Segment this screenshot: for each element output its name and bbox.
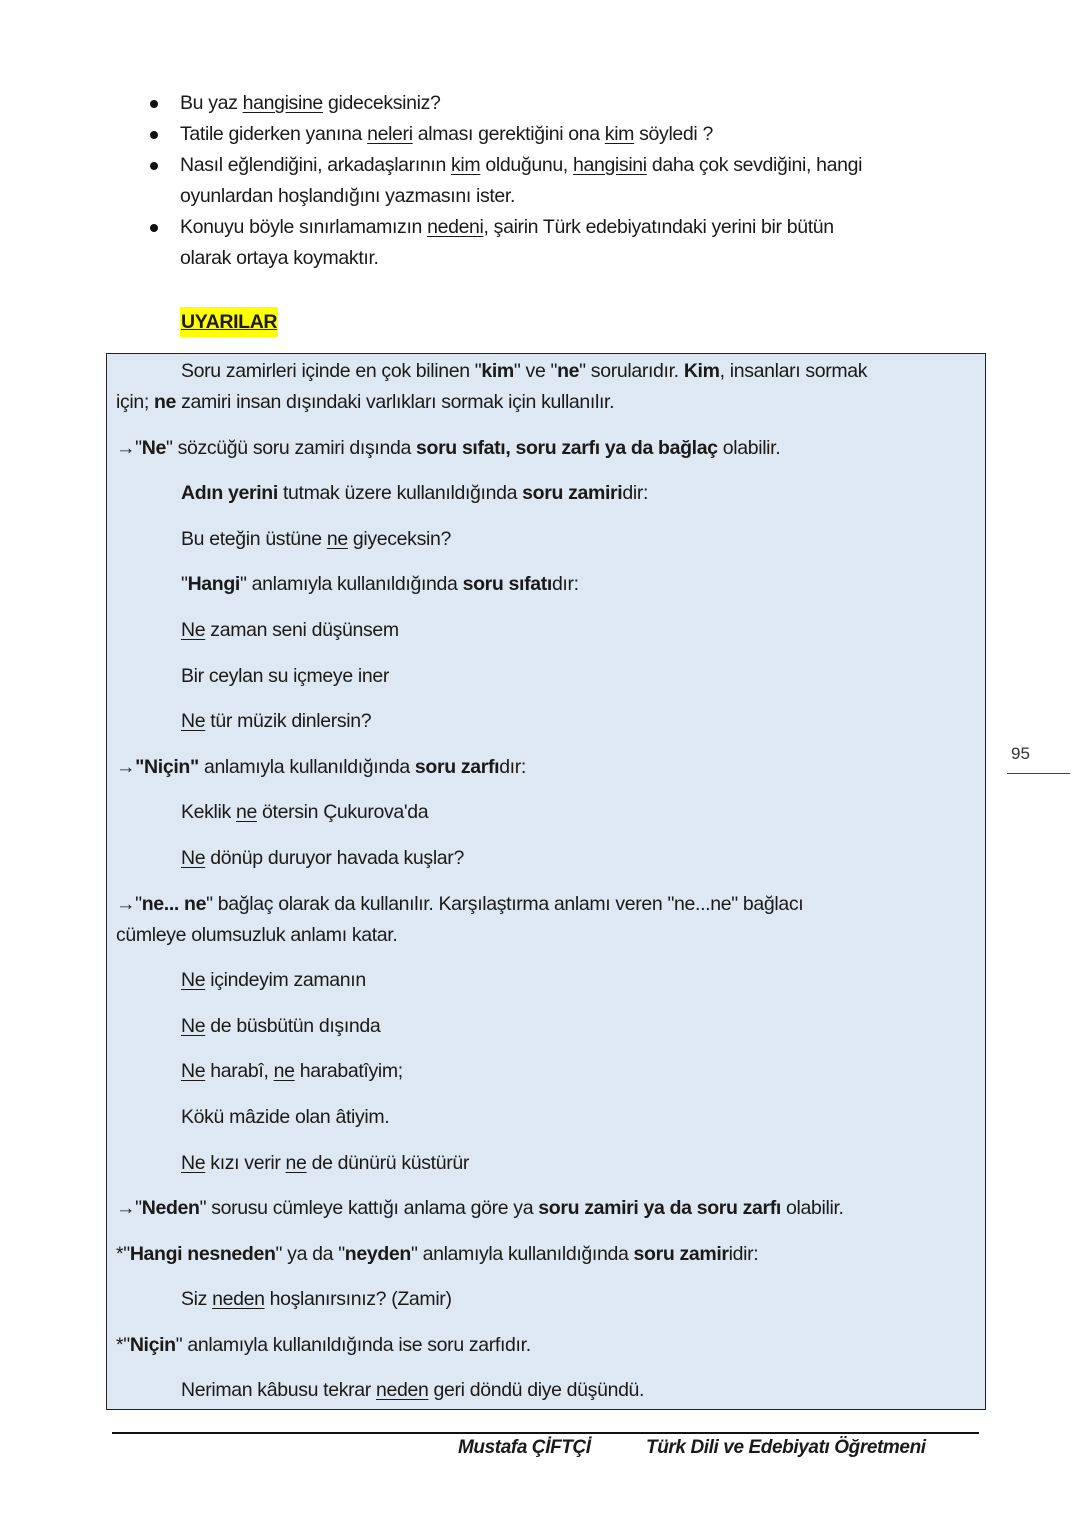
text-line bbox=[181, 478, 985, 509]
bold-term: ne bbox=[557, 360, 580, 382]
footer-rule bbox=[112, 1432, 979, 1434]
page-number-rule bbox=[1007, 773, 1070, 774]
paragraph bbox=[116, 356, 985, 418]
text-line bbox=[116, 752, 985, 783]
text-run: olabilir. bbox=[780, 1197, 844, 1220]
text-line bbox=[181, 965, 985, 996]
text-run: kızı verir bbox=[205, 1151, 286, 1174]
paragraph bbox=[116, 1193, 985, 1224]
text-run: tür müzik dinlersin? bbox=[205, 710, 372, 733]
text-line bbox=[181, 1011, 985, 1042]
paragraph bbox=[116, 797, 985, 828]
text-line bbox=[116, 1330, 985, 1361]
bold-term: Niçin bbox=[129, 1333, 176, 1356]
underlined-word: nedeni bbox=[427, 216, 484, 238]
text-run: Konuyu böyle sınırlamamızın bbox=[180, 216, 428, 238]
text-run: tutmak üzere kullanıldığında bbox=[277, 482, 523, 505]
text-line bbox=[181, 1375, 985, 1406]
bold-term: soru zamiri ya da soru zarfı bbox=[538, 1197, 781, 1220]
text-run: Keklik bbox=[181, 801, 236, 824]
underlined-word: hangisine bbox=[242, 92, 323, 114]
bold-term: soru sıfatı bbox=[462, 573, 552, 596]
text-run: Neriman kâbusu tekrar bbox=[181, 1379, 376, 1402]
text-run: Nasıl eğlendiğini, arkadaşlarının bbox=[180, 154, 452, 176]
underlined-word: Ne bbox=[181, 969, 206, 992]
text-run: " anlamıyla kullanıldığında ise soru zarfıdır. bbox=[175, 1333, 531, 1356]
text-line bbox=[116, 356, 985, 387]
paragraph bbox=[116, 1375, 985, 1406]
text-line bbox=[181, 1102, 985, 1133]
underlined-word: neden bbox=[375, 1379, 429, 1402]
text-line bbox=[116, 1193, 985, 1224]
text-line bbox=[181, 1148, 985, 1179]
underlined-word: Ne bbox=[181, 1151, 206, 1174]
text-line bbox=[116, 920, 985, 951]
text-run: idir: bbox=[728, 1242, 759, 1265]
paragraph bbox=[116, 433, 985, 464]
bold-term: soru sıfatı, soru zarfı ya da bağlaç bbox=[416, 436, 718, 459]
page-number: 95 bbox=[1011, 744, 1030, 763]
text-run: " anlamıyla kullanıldığında bbox=[410, 1242, 634, 1265]
text-line bbox=[180, 212, 862, 243]
list-item bbox=[180, 88, 862, 119]
text-run: *" bbox=[116, 1333, 130, 1356]
paragraph bbox=[116, 965, 985, 996]
text-run: giyeceksin? bbox=[347, 527, 451, 550]
paragraph bbox=[116, 1284, 985, 1315]
text-line bbox=[180, 88, 862, 119]
text-line bbox=[180, 150, 862, 181]
text-line bbox=[181, 843, 985, 874]
list-item bbox=[180, 212, 862, 274]
text-run: anlamıyla kullanıldığında bbox=[198, 755, 415, 778]
text-run: daha çok sevdiğini, hangi bbox=[646, 154, 863, 176]
text-run: dır: bbox=[499, 755, 526, 778]
bullet-icon bbox=[150, 100, 158, 108]
text-run: , insanları sormak bbox=[719, 360, 868, 382]
text-line bbox=[116, 1239, 985, 1270]
footer-author: Mustafa ÇİFTÇİ bbox=[458, 1437, 591, 1458]
underlined-word: kim bbox=[604, 123, 635, 145]
text-run: , şairin Türk edebiyatındaki yerini bir bütün bbox=[483, 216, 834, 238]
text-run: Kökü mâzide olan âtiyim. bbox=[181, 1105, 390, 1128]
text-run: " sorularıdır. bbox=[579, 360, 684, 382]
text-run: geri döndü diye düşündü. bbox=[428, 1379, 645, 1402]
paragraph bbox=[116, 569, 985, 600]
text-run: dır: bbox=[551, 573, 579, 596]
underlined-word: Ne bbox=[181, 710, 206, 733]
text-run: olabilir. bbox=[717, 436, 781, 459]
text-line bbox=[181, 615, 985, 646]
warnings-box bbox=[106, 353, 986, 1410]
underlined-word: Ne bbox=[181, 1060, 206, 1083]
bullet-icon bbox=[150, 131, 158, 139]
underlined-word: kim bbox=[451, 154, 481, 176]
underlined-word: ne bbox=[285, 1151, 307, 1174]
underlined-word: hangisini bbox=[572, 154, 647, 176]
underlined-word: ne bbox=[273, 1060, 295, 1083]
text-run: dir: bbox=[622, 482, 649, 505]
text-run: " ya da " bbox=[275, 1242, 345, 1265]
underlined-word: Ne bbox=[181, 846, 206, 869]
bold-term: soru zarfı bbox=[414, 755, 500, 778]
text-line bbox=[116, 889, 985, 920]
paragraph bbox=[116, 1102, 985, 1133]
paragraph bbox=[116, 752, 985, 783]
paragraph bbox=[116, 1011, 985, 1042]
text-run: olarak ortaya koymaktır. bbox=[180, 247, 379, 269]
text-line bbox=[181, 706, 985, 737]
text-line bbox=[181, 569, 985, 600]
text-run: alması gerektiğini ona bbox=[412, 123, 605, 145]
text-run: söyledi ? bbox=[634, 123, 713, 145]
text-line bbox=[116, 433, 985, 464]
text-run: " anlamıyla kullanıldığında bbox=[240, 573, 463, 596]
text-line bbox=[180, 181, 862, 212]
text-run: →" bbox=[116, 1197, 142, 1220]
warnings-heading: UYARILAR bbox=[180, 307, 278, 337]
bold-term: Hangi bbox=[187, 573, 240, 596]
footer-role: Türk Dili ve Edebiyatı Öğretmeni bbox=[646, 1437, 926, 1458]
paragraph bbox=[116, 889, 985, 951]
text-run: harabatîyim; bbox=[294, 1060, 403, 1083]
paragraph bbox=[116, 1148, 985, 1179]
bullet-icon bbox=[150, 224, 158, 232]
text-run: harabî, bbox=[205, 1060, 274, 1083]
paragraph bbox=[116, 706, 985, 737]
text-run: zaman seni düşünsem bbox=[205, 618, 399, 641]
bold-term: soru zamir bbox=[633, 1242, 729, 1265]
text-run: →" bbox=[116, 892, 142, 915]
text-run: hoşlanırsınız? (Zamir) bbox=[264, 1288, 452, 1311]
underlined-word: Ne bbox=[181, 618, 206, 641]
text-run: oyunlardan hoşlandığını yazmasını ister. bbox=[180, 185, 516, 207]
paragraph bbox=[116, 661, 985, 692]
underlined-word: Ne bbox=[181, 1014, 206, 1037]
text-run: cümleye olumsuzluk anlamı katar. bbox=[116, 923, 398, 946]
bold-term: Hangi nesneden bbox=[129, 1242, 276, 1265]
bold-term: neyden bbox=[344, 1242, 411, 1265]
text-run: içindeyim zamanın bbox=[205, 969, 366, 992]
text-run: → bbox=[116, 755, 136, 778]
text-run: " bağlaç olarak da kullanılır. Karşılaştırma anlamı veren "ne...ne" bağlacı bbox=[206, 892, 804, 915]
text-run: Bu yaz bbox=[180, 92, 243, 114]
list-item bbox=[180, 150, 862, 212]
paragraph bbox=[116, 1239, 985, 1270]
text-run: Tatile giderken yanına bbox=[180, 123, 368, 145]
paragraph bbox=[116, 524, 985, 555]
paragraph bbox=[116, 1330, 985, 1361]
text-run: için; bbox=[116, 391, 154, 413]
underlined-word: ne bbox=[326, 527, 348, 550]
paragraph bbox=[116, 478, 985, 509]
text-run: de dünürü küstürür bbox=[306, 1151, 469, 1174]
text-run: zamiri insan dışındaki varlıkları sormak için kullanılır. bbox=[176, 391, 615, 413]
text-run: Bu eteğin üstüne bbox=[181, 527, 327, 550]
bold-term: Kim bbox=[683, 360, 720, 382]
text-line bbox=[180, 119, 862, 150]
paragraph bbox=[116, 843, 985, 874]
paragraph bbox=[116, 615, 985, 646]
bold-term: ne... ne bbox=[141, 892, 207, 915]
underlined-word: ne bbox=[235, 801, 257, 824]
text-line bbox=[181, 1056, 985, 1087]
text-run: gideceksiniz? bbox=[322, 92, 441, 114]
text-run: dönüp duruyor havada kuşlar? bbox=[205, 846, 464, 869]
paragraph bbox=[116, 1056, 985, 1087]
text-run: Bir ceylan su içmeye iner bbox=[181, 664, 389, 687]
list-item bbox=[180, 119, 862, 150]
text-run: →" bbox=[116, 436, 142, 459]
text-run: de büsbütün dışında bbox=[205, 1014, 381, 1037]
text-run: Soru zamirleri içinde en çok bilinen " bbox=[181, 360, 482, 382]
bold-term: Ne bbox=[141, 436, 166, 459]
text-line bbox=[181, 1284, 985, 1315]
bold-term: kim bbox=[481, 360, 514, 382]
underlined-word: neleri bbox=[367, 123, 413, 145]
text-line bbox=[181, 524, 985, 555]
bold-term: ne bbox=[154, 391, 177, 413]
text-line bbox=[181, 797, 985, 828]
bold-term: Adın yerini bbox=[181, 482, 278, 505]
text-run: Siz bbox=[181, 1288, 213, 1311]
bold-term: "Niçin" bbox=[135, 755, 199, 778]
underlined-word: neden bbox=[212, 1288, 265, 1311]
bold-term: Neden bbox=[141, 1197, 200, 1220]
text-run: ötersin Çukurova'da bbox=[256, 801, 429, 824]
text-line bbox=[116, 387, 985, 418]
bold-term: soru zamiri bbox=[522, 482, 623, 505]
text-run: olduğunu, bbox=[480, 154, 573, 176]
text-run: " sorusu cümleye kattığı anlama göre ya bbox=[199, 1197, 539, 1220]
bullet-icon bbox=[150, 162, 158, 170]
text-line bbox=[180, 243, 862, 274]
text-line bbox=[181, 661, 985, 692]
text-run: " sözcüğü soru zamiri dışında bbox=[165, 436, 417, 459]
text-run: " ve " bbox=[513, 360, 558, 382]
example-bullet-list bbox=[180, 88, 862, 274]
text-run: *" bbox=[116, 1242, 130, 1265]
text-run: " bbox=[181, 573, 188, 596]
